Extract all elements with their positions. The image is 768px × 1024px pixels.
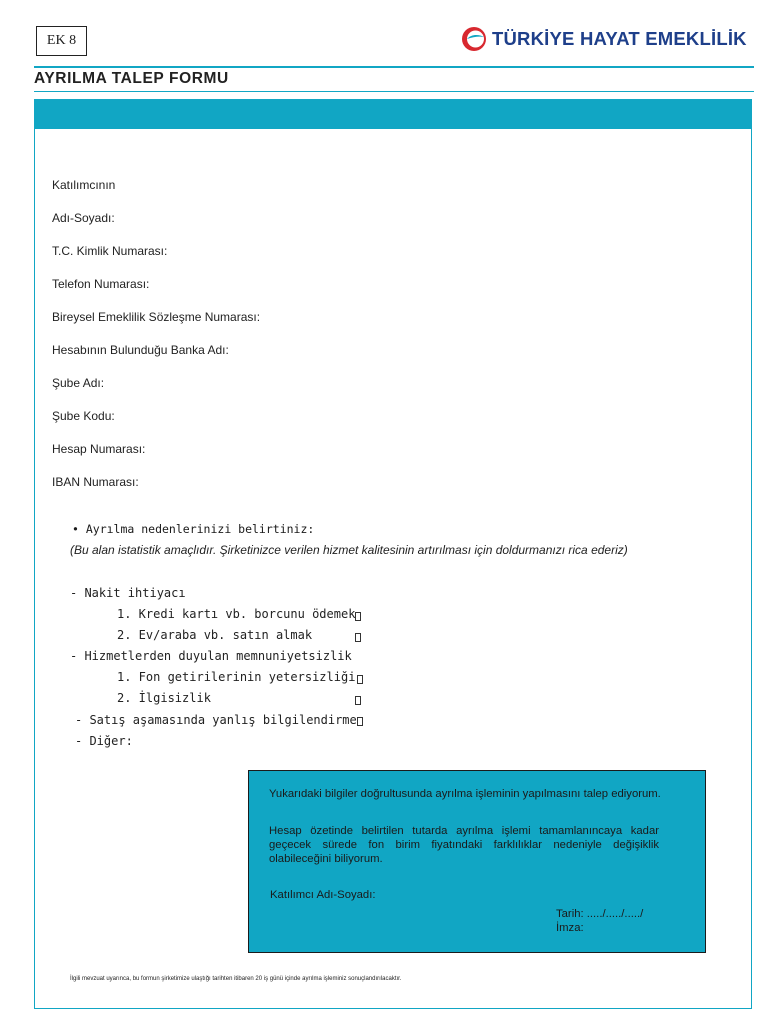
- reasons-heading: • Ayrılma nedenlerinizi belirtiniz:: [72, 522, 315, 536]
- date-label: Tarih: ...../...../...../: [556, 908, 644, 920]
- field-contract-number: Bireysel Emeklilik Sözleşme Numarası:: [52, 310, 261, 324]
- reason-checkbox[interactable]: [357, 675, 363, 684]
- declaration-text: Hesap özetinde belirtilen tutarda ayrılma işlemi tamamlanıncaya kadar geçecek sürede fon birim fiyatındaki farklılıklar nedeniyle değişiklik olabileceğini biliyorum.: [269, 825, 659, 865]
- reason-group-cash: - Nakit ihtiyacı: [70, 586, 186, 600]
- title-rule: [34, 91, 754, 92]
- field-iban: IBAN Numarası:: [52, 475, 139, 489]
- field-tc-id: T.C. Kimlik Numarası:: [52, 244, 168, 258]
- logo-emblem-icon: [461, 26, 487, 52]
- reasons-note: (Bu alan istatistik amaçlıdır. Şirketinizce verilen hizmet kalitesinin artırılması için doldurmanızı rica ederiz): [70, 543, 628, 557]
- form-title: AYRILMA TALEP FORMU: [34, 70, 229, 87]
- reason-group-dissatisfaction: - Hizmetlerden duyulan memnuniyetsizlik: [70, 649, 352, 663]
- reason-option-label: - Satış aşamasında yanlış bilgilendirme: [75, 713, 357, 727]
- reason-option-label: 1. Fon getirilerinin yetersizliği: [117, 670, 356, 684]
- field-branch-name: Şube Adı:: [52, 376, 105, 390]
- reason-option-label: 2. İlgisizlik: [117, 691, 211, 705]
- reason-checkbox[interactable]: [355, 633, 361, 642]
- brand-name: TÜRKİYE HAYAT EMEKLİLİK: [492, 28, 747, 49]
- reason-checkbox[interactable]: [355, 696, 361, 705]
- declaration-box: [248, 770, 706, 953]
- field-account-number: Hesap Numarası:: [52, 442, 146, 456]
- signature-label: İmza:: [556, 922, 584, 934]
- reason-option-label: 2. Ev/araba vb. satın almak: [117, 628, 313, 642]
- field-bank-name: Hesabının Bulunduğu Banka Adı:: [52, 343, 229, 357]
- annex-label: EK 8: [36, 26, 87, 56]
- declaration-text: Yukarıdaki bilgiler doğrultusunda ayrılma işleminin yapılmasını talep ediyorum.: [269, 788, 661, 800]
- header-rule: [34, 66, 754, 68]
- form-header-band: [34, 99, 752, 129]
- field-name: Adı-Soyadı:: [52, 211, 115, 225]
- reason-other: - Diğer:: [75, 734, 133, 748]
- reason-checkbox[interactable]: [357, 717, 363, 726]
- field-phone: Telefon Numarası:: [52, 277, 150, 291]
- company-logo: [461, 24, 747, 54]
- field-branch-code: Şube Kodu:: [52, 409, 115, 423]
- reason-checkbox[interactable]: [355, 612, 361, 621]
- footnote: İlgili mevzuat uyarınca, bu formun şirketimize ulaştığı tarihten itibaren 20 iş günü içinde ayrılma işleminiz sonuçlandırılacaktır.: [70, 976, 402, 982]
- reason-option-label: 1. Kredi kartı vb. borcunu ödemek: [117, 607, 356, 621]
- participant-name-label: Katılımcı Adı-Soyadı:: [270, 889, 376, 901]
- participant-heading: Katılımcının: [52, 178, 116, 192]
